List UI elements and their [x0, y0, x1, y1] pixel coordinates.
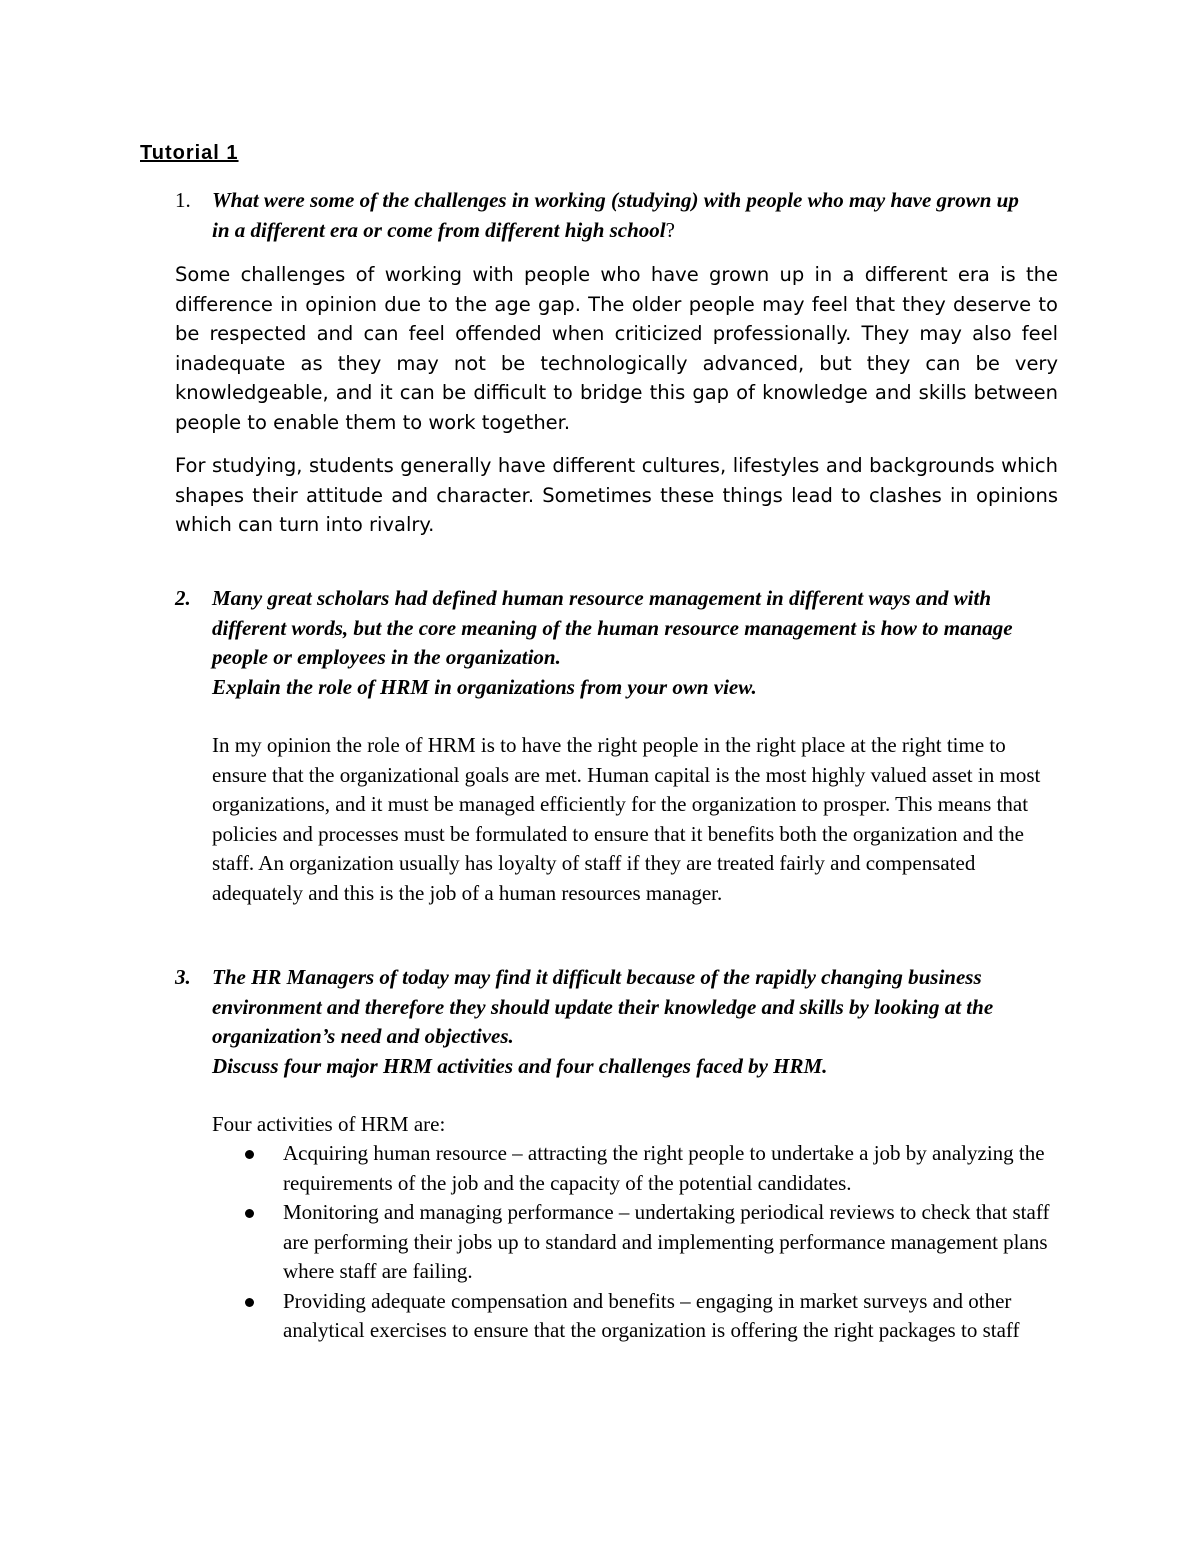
- answer-1-paragraph-1: Some challenges of working with people who have grown up in a different era is the difference in opinion due to the age gap. The older people may feel that they deserve to be respected and can feel offended when criticized professionally. They may also feel inadequate as they may not be technologically advanced, but they can be very knowledgeable, and it can be difficult to bridge this gap of knowledge and skills between people to enable them to work together.: [175, 263, 1058, 434]
- question-1-end: ?: [665, 217, 675, 242]
- question-3: [175, 963, 1075, 1081]
- question-3-number: 3.: [175, 965, 191, 989]
- list-item: [212, 1287, 1072, 1346]
- question-1-text: [212, 186, 1032, 245]
- list-item: [212, 1198, 1072, 1287]
- answer-1-paragraph-2: For studying, students generally have different cultures, lifestyles and backgrounds which shapes their attitude and character. Sometimes these things lead to clashes in opinions which can turn into rivalry.: [175, 454, 1058, 536]
- question-3-text: [212, 963, 1072, 1081]
- bullet-icon: [245, 1209, 254, 1218]
- question-2-task: Explain the role of HRM in organizations from your own view.: [212, 674, 757, 699]
- list-item: [212, 1139, 1072, 1198]
- list-item-text: Acquiring human resource – attracting the right people to undertake a job by analyzing the requirements of the job and the capacity of the potential candidates.: [283, 1141, 1045, 1195]
- list-item-text: Monitoring and managing performance – undertaking periodical reviews to check that staff are performing their jobs up to standard and implementing performance management plans where staff are failing.: [283, 1200, 1050, 1283]
- question-3-body: The HR Managers of today may find it difficult because of the rapidly changing business environment and therefore they should update their knowledge and skills by looking at the organization’s need and objectives.: [212, 965, 994, 1048]
- document-title: Tutorial 1: [140, 142, 239, 164]
- question-2-text: [212, 584, 1062, 702]
- answer-3-intro: Four activities of HRM are:: [212, 1112, 446, 1136]
- question-1-number: 1.: [175, 188, 191, 212]
- question-2-number: 2.: [175, 586, 191, 610]
- question-1: [175, 186, 1075, 245]
- question-2-body: Many great scholars had defined human resource management in different ways and with different words, but the core meaning of the human resource management is how to manage people or employees in the organization.: [212, 586, 1013, 669]
- question-1-body: What were some of the challenges in working (studying) with people who may have grown up in a different era or come from different high school: [212, 188, 1019, 242]
- list-item-text: Providing adequate compensation and benefits – engaging in market surveys and other analytical exercises to ensure that the organization is offering the right packages to staff: [283, 1288, 1020, 1342]
- bullet-icon: [245, 1298, 254, 1307]
- answer-2-paragraph: In my opinion the role of HRM is to have the right people in the right place at the right time to ensure that the organizational goals are met. Human capital is the most highly valued asset in most organizations, and it must be managed efficiently for the organization to prosper. This means that policies and processes must be formulated to ensure that it benefits both the organization and the staff. An organization usually has loyalty of staff if they are treated fairly and compensated adequately and this is the job of a human resources manager.: [212, 733, 1041, 905]
- question-3-task: Discuss four major HRM activities and four challenges faced by HRM.: [212, 1053, 828, 1078]
- question-2: [175, 584, 1075, 702]
- hrm-activities-list: [212, 1139, 1072, 1346]
- bullet-icon: [245, 1150, 254, 1159]
